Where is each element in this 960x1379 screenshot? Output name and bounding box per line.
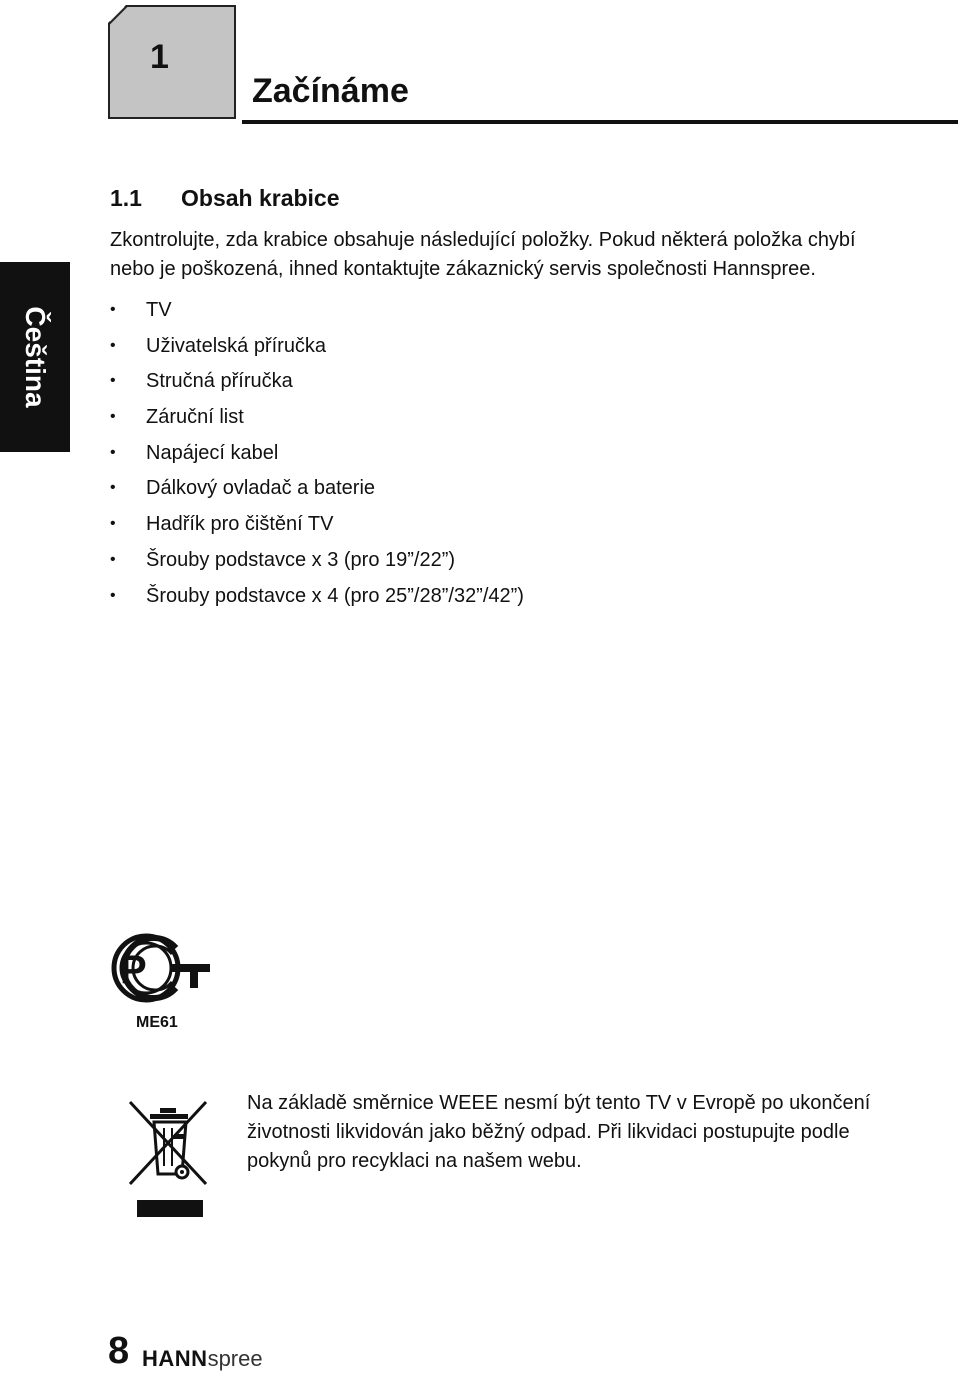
weee-bar bbox=[137, 1200, 203, 1217]
bullet-icon: • bbox=[110, 550, 116, 568]
bullet-icon: • bbox=[110, 586, 116, 604]
bullet-icon: • bbox=[110, 336, 116, 354]
list-item-text: TV bbox=[146, 299, 172, 321]
bullet-icon: • bbox=[110, 372, 116, 390]
intro-line: nebo je poškozená, ihned kontaktujte zákaznický servis společnosti Hannspree. bbox=[110, 258, 816, 280]
list-item-text: Šrouby podstavce x 3 (pro 19”/22”) bbox=[146, 548, 456, 571]
weee-notice-line: pokynů pro recyklaci na našem webu. bbox=[247, 1150, 582, 1172]
bullet-icon: • bbox=[110, 515, 116, 533]
intro-line: Zkontrolujte, zda krabice obsahuje následující položky. Pokud některá položka chybí bbox=[110, 229, 856, 251]
pct-certification-logo-icon bbox=[110, 932, 216, 1004]
list-item-text: Stručná příručka bbox=[146, 370, 293, 393]
bullet-icon: • bbox=[110, 479, 116, 497]
weee-notice-line: životnosti likvidován jako běžný odpad. Při likvidaci postupujte podle bbox=[247, 1121, 850, 1143]
svg-text:P: P bbox=[120, 948, 147, 992]
bullet-icon: • bbox=[110, 408, 116, 426]
bullet-icon: • bbox=[110, 301, 116, 318]
language-side-tab-label: Čeština bbox=[20, 306, 51, 408]
brand-logo-bold: HANN bbox=[142, 1346, 208, 1371]
list-item-text: Šrouby podstavce x 4 (pro 25”/28”/32”/42”) bbox=[146, 584, 524, 607]
section-title: Obsah krabice bbox=[181, 185, 340, 211]
intro-paragraph bbox=[110, 226, 960, 284]
bullet-icon: • bbox=[110, 443, 116, 461]
weee-notice bbox=[247, 1089, 960, 1176]
brand-logo bbox=[142, 1346, 263, 1372]
list-item-text: Napájecí kabel bbox=[146, 441, 279, 464]
list-item-text: Hadřík pro čištění TV bbox=[146, 513, 334, 536]
chapter-title-rule bbox=[242, 120, 958, 124]
chapter-box-corner-icon bbox=[108, 5, 134, 31]
section-number: 1.1 bbox=[110, 185, 142, 211]
list-item-text: Uživatelská příručka bbox=[146, 334, 327, 357]
chapter-title: Začínáme bbox=[252, 72, 409, 110]
certification-code: ME61 bbox=[136, 1014, 178, 1031]
list-item-text: Záruční list bbox=[146, 406, 244, 429]
brand-logo-light: spree bbox=[207, 1346, 263, 1371]
page-number: 8 bbox=[108, 1330, 130, 1372]
chapter-number: 1 bbox=[150, 38, 169, 76]
crossed-out-bin-icon bbox=[126, 1098, 210, 1188]
list-item-text: Dálkový ovladač a baterie bbox=[146, 477, 376, 500]
weee-notice-line: Na základě směrnice WEEE nesmí být tento TV v Evropě po ukončení bbox=[247, 1092, 871, 1114]
